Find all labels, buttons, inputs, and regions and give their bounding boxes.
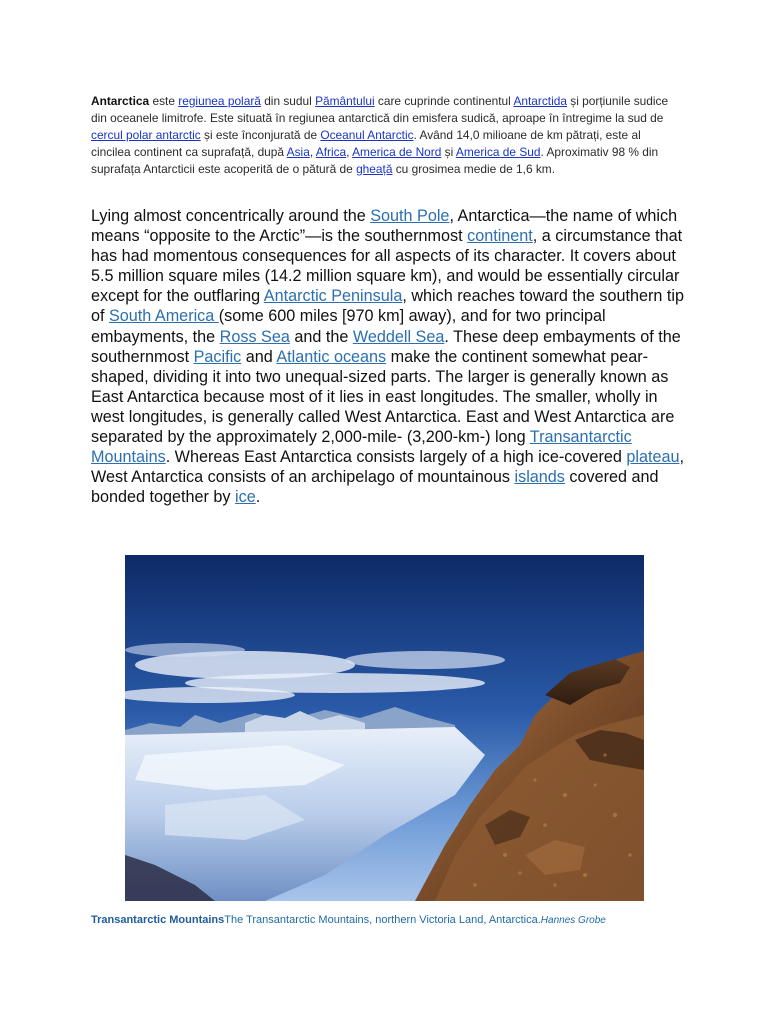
- en-text: covered and bonded together by: [91, 468, 659, 507]
- link-ross-sea[interactable]: Ross Sea: [219, 327, 290, 346]
- link-south-america[interactable]: South America: [109, 307, 219, 326]
- ro-text: . Având 14,0 milioane de km pătrați, este al cincilea continent ca suprafață, după: [91, 127, 641, 159]
- photo-caption: [91, 913, 711, 928]
- en-text: . Whereas East Antarctica consists largely of a high ice-covered: [165, 448, 627, 467]
- photo-illustration: [125, 555, 644, 901]
- en-text: , Antarctica—the name of which means “opposite to the Arctic”—is the southernmost: [91, 207, 678, 246]
- ro-text: ,: [346, 144, 353, 159]
- en-text: Lying almost concentrically around the: [91, 207, 371, 225]
- link-cercul-polar-antarctic[interactable]: cercul polar antarctic: [91, 127, 201, 142]
- ro-text: și porțiunile sudice din oceanele limitrofe. Este situată în regiunea antarctică din emisfera sudică, aproape în întregime la sud de: [91, 94, 669, 125]
- link-regiunea-polara[interactable]: regiunea polară: [178, 94, 261, 108]
- en-text: and: [241, 347, 277, 366]
- link-transantarctic-mountains[interactable]: Transantarctic Mountains: [91, 428, 632, 467]
- link-south-pole[interactable]: South Pole: [370, 207, 450, 225]
- en-text: (some 600 miles [970 km] away), and for two principal embayments, the: [91, 307, 606, 346]
- link-gheata[interactable]: gheață: [356, 161, 393, 176]
- en-text: , West Antarctica consists of an archipelago of mountainous: [91, 448, 684, 487]
- ro-text: ,: [309, 144, 316, 159]
- link-islands[interactable]: islands: [514, 468, 565, 487]
- link-antarctic-peninsula[interactable]: Antarctic Peninsula: [263, 287, 403, 306]
- transantarctic-mountains-photo: [125, 555, 644, 901]
- ro-text: și: [441, 144, 456, 159]
- ro-text: care cuprinde continentul: [374, 94, 514, 108]
- link-weddell-sea[interactable]: Weddell Sea: [352, 327, 445, 346]
- en-text: .: [255, 488, 261, 507]
- ro-text: este: [149, 94, 179, 108]
- link-oceanul-antarctic[interactable]: Oceanul Antarctic: [320, 127, 414, 142]
- link-pamantului[interactable]: Pământului: [315, 94, 375, 108]
- en-text: and the: [289, 327, 353, 346]
- caption-text: The Transantarctic Mountains, northern Victoria Land, Antarctica.: [224, 914, 541, 926]
- en-text: . These deep embayments of the southernmost: [91, 327, 681, 366]
- link-america-de-nord[interactable]: America de Nord: [352, 144, 442, 159]
- english-paragraph: [91, 206, 691, 507]
- link-pacific[interactable]: Pacific: [193, 347, 242, 366]
- en-text: make the continent somewhat pear-shaped, dividing it into two unequal-sized parts. The larger is generally known as East Antarctica because most of it lies in east longitudes. The smaller, wholly in west longitudes, is generally called West Antarctica. East and West Antarctica are separated by the approximately 2,000-mile- (3,200-km-) long: [91, 347, 675, 447]
- link-plateau[interactable]: plateau: [626, 448, 680, 467]
- term-antarctica: Antarctica: [91, 94, 150, 108]
- link-antarctida[interactable]: Antarctida: [513, 94, 567, 108]
- link-continent[interactable]: continent: [467, 227, 533, 246]
- en-text: , which reaches toward the southern tip of: [91, 287, 684, 326]
- ro-text: cu grosimea medie de 1,6 km.: [392, 161, 556, 176]
- ro-text: . Aproximativ 98 % din suprafața Antarcticii este acoperită de o pătură de: [91, 144, 659, 176]
- ro-text: și este înconjurată de: [200, 127, 321, 142]
- link-asia[interactable]: Asia: [286, 144, 310, 159]
- link-africa[interactable]: Africa: [315, 144, 347, 159]
- romanian-paragraph: [91, 93, 681, 178]
- caption-credit: Hannes Grobe: [540, 915, 606, 926]
- caption-title: Transantarctic Mountains: [91, 914, 225, 926]
- en-text: , a circumstance that has had momentous consequences for all aspects of its character. It covers about 5.5 million square miles (14.2 million square km), and would be essentially circular except for the outflaring: [91, 227, 683, 306]
- link-america-de-sud[interactable]: America de Sud: [455, 144, 541, 159]
- ro-text: din sudul: [260, 94, 316, 108]
- link-ice[interactable]: ice: [235, 488, 256, 507]
- link-atlantic-oceans[interactable]: Atlantic oceans: [276, 347, 387, 366]
